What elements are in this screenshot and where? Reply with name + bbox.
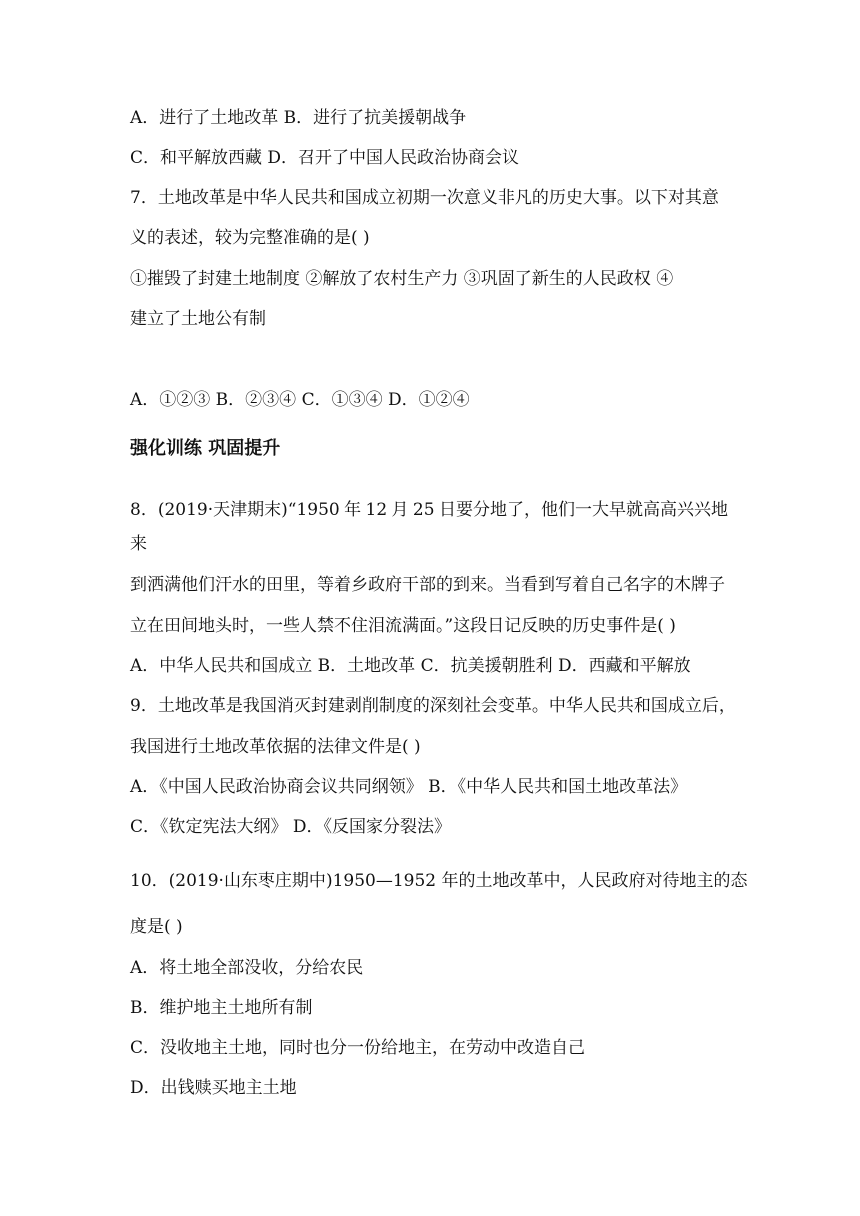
q8-word: 25 xyxy=(412,500,435,520)
q8-prefix: 8．(2019·天津期末)“1950 xyxy=(130,500,340,520)
q10-source: 山东枣庄期中 xyxy=(223,871,326,891)
q8-stem-line3: 到洒满他们汗水的田里，等着乡政府干部的到来。当看到写着自己名字的木牌子 xyxy=(130,575,725,595)
q10-stem-line1: 10．(2019·山东枣庄期中)1950—1952 年的土地改革中，人民政府对待地主的态 xyxy=(130,871,748,891)
q6-options-cd: C．和平解放西藏 D．召开了中国人民政治协商会议 xyxy=(130,148,520,168)
q10-option-a: A．将土地全部没收，分给农民 xyxy=(130,958,364,978)
q9-stem-line1: 9．土地改革是我国消灭封建剥削制度的深刻社会变革。中华人民共和国成立后， xyxy=(130,696,736,716)
q7-options: A．①②③ B．②③④ C．①③④ D．①②④ xyxy=(130,390,470,410)
q7-stem-line1: 7．土地改革是中华人民共和国成立初期一次意义非凡的历史大事。以下对其意 xyxy=(130,188,719,208)
q7-statements-line2: 建立了土地公有制 xyxy=(130,309,266,329)
q8-source: 天津期末 xyxy=(213,500,282,520)
q8-stem-line2: 来 xyxy=(130,534,147,554)
q8-stem-line1 xyxy=(130,499,728,521)
q6-options-ab: A．进行了土地改革 B．进行了抗美援朝战争 xyxy=(130,108,467,128)
q10-option-b: B．维护地主土地所有制 xyxy=(130,998,313,1018)
q8-stem-line4: 立在田间地头时，一些人禁不住泪流满面。”这段日记反映的历史事件是( ) xyxy=(130,616,676,636)
q9-options-ab: A．《中国人民政治协商会议共同纲领》 B．《中华人民共和国土地改革法》 xyxy=(130,777,688,797)
q10-option-c: C．没收地主土地，同时也分一份给地主，在劳动中改造自己 xyxy=(130,1038,586,1058)
q8-word: 12 xyxy=(365,500,388,520)
q7-stem-line2: 义的表述，较为完整准确的是( ) xyxy=(130,228,370,248)
q9-stem-line2: 我国进行土地改革依据的法律文件是( ) xyxy=(130,737,421,757)
q9-options-cd: C．《钦定宪法大纲》 D．《反国家分裂法》 xyxy=(130,817,452,837)
q8-word: 年 xyxy=(344,500,362,520)
q10-stem-line2: 度是( ) xyxy=(130,917,183,937)
section-heading: 强化训练 巩固提升 xyxy=(130,438,281,459)
q8-word: 月 xyxy=(391,500,409,520)
q7-statements-line1: ①摧毁了封建土地制度 ②解放了农村生产力 ③巩固了新生的人民政权 ④ xyxy=(130,269,674,289)
q10-option-d: D．出钱赎买地主土地 xyxy=(130,1078,297,1098)
q8-options: A．中华人民共和国成立 B．土地改革 C．抗美援朝胜利 D．西藏和平解放 xyxy=(130,656,691,676)
q8-word: 日要分地了，他们一大早就高高兴兴地 xyxy=(438,500,728,520)
